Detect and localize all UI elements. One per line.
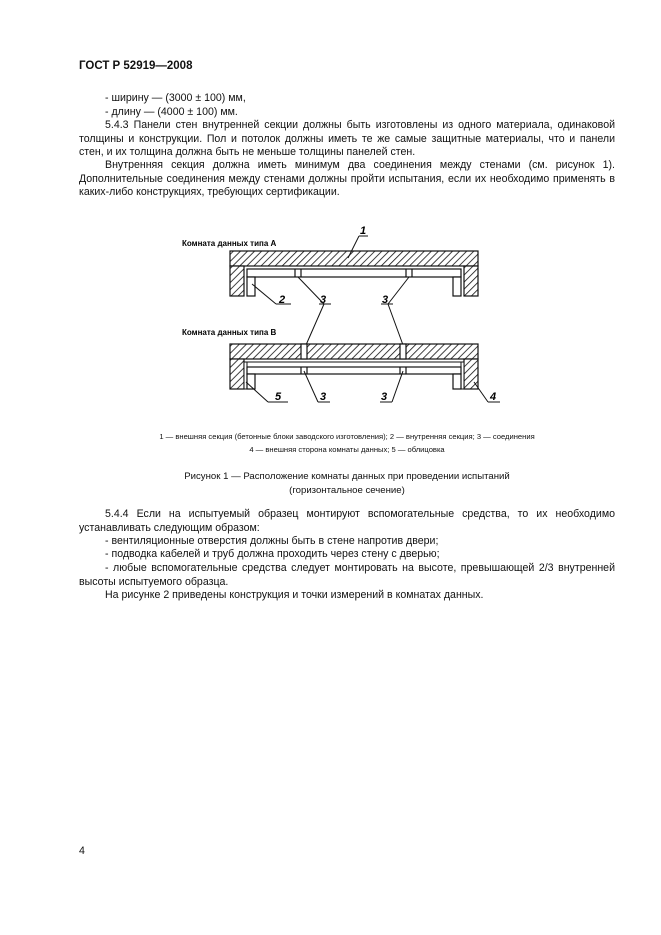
callout-3-left-bottom: 3 [320, 391, 327, 403]
page-number: 4 [79, 845, 85, 857]
callout-5: 5 [275, 391, 282, 403]
figure-caption-line-1: Рисунок 1 — Расположение комнаты данных при проведении испытаний [184, 471, 510, 482]
bullet-ventilation: - вентиляционные отверстия должны быть в стене напротив двери; [105, 535, 439, 547]
list-item-width: - ширину — (3000 ± 100) мм, [105, 92, 246, 104]
room-a-section [230, 251, 478, 296]
room-b-section [230, 344, 478, 389]
bullet-auxiliary: - любые вспомогательные средства следует монтировать на высоте, превышающей 2/3 внутренней высоты испытуемого образца. [79, 562, 615, 588]
paragraph-5-4-3: 5.4.3 Панели стен внутренней секции должны быть изготовлены из одного материала, одинаковой толщины и конструкции. Пол и потолок должны иметь те же самые защитные материалы, что и панели стен, и их толщина должна быть не меньше толщины панелей стен. [79, 119, 615, 158]
figure-1-diagram [170, 222, 510, 412]
figure-legend-line-1: 1 — внешняя секция (бетонные блоки заводского изготовления); 2 — внутренняя секция; 3 — соединения [159, 432, 535, 441]
paragraph-figure-2-ref: На рисунке 2 приведены конструкция и точки измерений в комнатах данных. [105, 589, 484, 601]
document-header: ГОСТ Р 52919—2008 [79, 60, 193, 72]
callout-3-right-top: 3 [382, 294, 389, 306]
room-b-label: Комната данных типа В [182, 328, 277, 337]
paragraph-5-4-4: 5.4.4 Если на испытуемый образец монтируют вспомогательные средства, то их необходимо устанавливать следующим образом: [79, 508, 615, 534]
figure-legend-line-2: 4 — внешняя сторона комнаты данных; 5 — облицовка [249, 445, 445, 454]
list-item-length: - длину — (4000 ± 100) мм. [105, 106, 238, 118]
figure-caption-line-2: (горизонтальное сечение) [289, 485, 405, 496]
callout-2: 2 [279, 294, 286, 306]
callout-3-right-bottom: 3 [381, 391, 388, 403]
bullet-cables: - подводка кабелей и труб должна проходить через стену с дверью; [105, 548, 440, 560]
room-a-label: Комната данных типа А [182, 239, 277, 248]
callout-1: 1 [360, 225, 367, 237]
callout-4: 4 [490, 391, 497, 403]
paragraph-inner-section: Внутренняя секция должна иметь минимум два соединения между стенами (см. рисунок 1). Дополнительные соединения между стенами должны пройти испытания, если их необходимо применять в каких-либо конструкциях, требующих сертификации. [79, 159, 615, 198]
callout-3-left-top: 3 [320, 294, 327, 306]
